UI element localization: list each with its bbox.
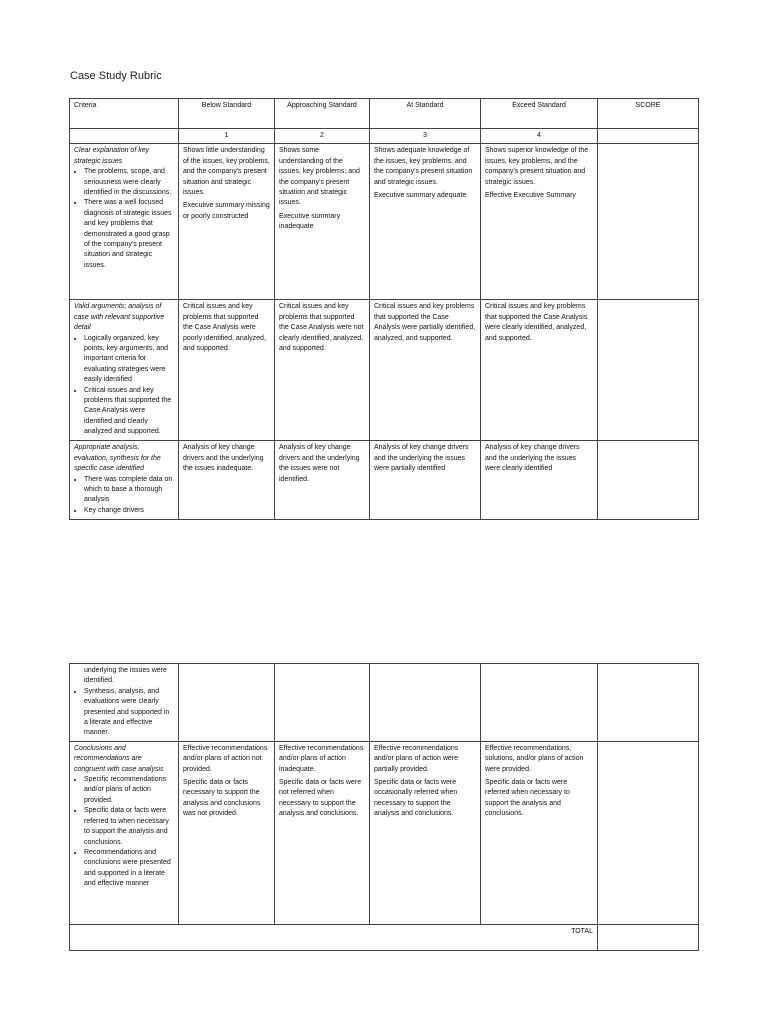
- criterion-bullet: • Logically organized, key points, key arguments, and important criteria for evaluating strategies were easily identified: [84, 334, 174, 386]
- rubric-table: [69, 98, 699, 520]
- criteria-cell: [70, 300, 179, 441]
- level-cell: [370, 664, 481, 742]
- descriptor-text: Analysis of key change drivers and the underlying the issues were not identified.: [279, 444, 360, 483]
- descriptor-text: Effective recommendations and/or plans of action inadequate.: [279, 744, 364, 773]
- criterion-title: Clear explanation of key strategic issues: [74, 147, 150, 165]
- criteria-cell: [70, 144, 179, 300]
- level-cell: [275, 300, 370, 441]
- criterion-title: Valid arguments; analysis of case with relevant supportive detail: [74, 303, 165, 332]
- level-cell: [179, 441, 275, 520]
- level-cell: [370, 300, 481, 441]
- rubric-table-continued: [69, 663, 699, 951]
- table-row: [70, 741, 699, 924]
- criterion-bullets: [74, 475, 174, 517]
- criterion-bullets: [74, 687, 174, 739]
- descriptor-text: Effective recommendations, solutions, and/or plans of action were provided.: [485, 744, 584, 773]
- descriptor-text: Critical issues and key problems that supported the Case Analysis were partially identified, analyzed, and supported.: [374, 303, 476, 342]
- document-title: Case Study Rubric: [70, 70, 162, 82]
- criteria-cell: [70, 741, 179, 924]
- score-cell[interactable]: [598, 144, 699, 300]
- score-header: SCORE: [598, 99, 699, 129]
- total-score-cell[interactable]: [598, 924, 699, 950]
- criterion-title: Conclusions and recommendations are congruent with case analysis: [74, 744, 164, 773]
- descriptor-text: Effective recommendations and/or plans of action not provided.: [183, 744, 268, 773]
- level-cell: [179, 664, 275, 742]
- score-cell[interactable]: [598, 741, 699, 924]
- criterion-bullet: • There was complete data on which to base a thorough analysis: [84, 475, 174, 506]
- criterion-bullet: • Specific recommendations and/or plans of action provided.: [84, 775, 174, 806]
- descriptor-text: Executive summary inadequate: [279, 212, 341, 231]
- descriptor-text: Specific data or facts necessary to support the analysis and conclusions was not provided.: [183, 779, 261, 818]
- level-cell: [179, 144, 275, 300]
- descriptor-text: Critical issues and key problems that supported the Case Analysis were not clearly identified, analyzed, and supported.: [279, 303, 364, 353]
- level-cell: [481, 741, 598, 924]
- score-cell[interactable]: [598, 300, 699, 441]
- total-label: TOTAL: [70, 924, 598, 950]
- criterion-bullets: [74, 334, 174, 438]
- criteria-cell: [70, 441, 179, 520]
- criterion-bullet-continued: underlying the issues were identified.: [84, 667, 167, 685]
- descriptor-text: Analysis of key change drivers and the underlying the issues were clearly identified: [485, 444, 580, 473]
- scale-score-cell: [598, 129, 699, 144]
- criterion-bullet: • Synthesis, analysis, and evaluations were clearly presented and supported in a literate and effective manner.: [84, 687, 174, 739]
- scale-empty-cell: [70, 129, 179, 144]
- exceed-standard-header: Exceed Standard: [481, 99, 598, 129]
- level-cell: [370, 144, 481, 300]
- at-standard-header: At Standard: [370, 99, 481, 129]
- level-cell: [275, 441, 370, 520]
- below-standard-header: Below Standard: [179, 99, 275, 129]
- criteria-cell: [70, 664, 179, 742]
- score-cell[interactable]: [598, 441, 699, 520]
- level-cell: [179, 300, 275, 441]
- descriptor-text: Shows adequate knowledge of the issues, key problems, and the company's present situation and strategic issues.: [374, 147, 473, 186]
- table-row: [70, 441, 699, 520]
- criterion-bullet: • Recommendations and conclusions were presented and supported in a literate and effective manner: [84, 848, 174, 890]
- level-cell: [481, 300, 598, 441]
- total-row: [70, 924, 699, 950]
- level-cell: [275, 144, 370, 300]
- criterion-bullets: [74, 167, 174, 271]
- descriptor-text: Shows superior knowledge of the issues, key problems, and the company's present situation and strategic issues.: [485, 147, 589, 186]
- level-cell: [370, 741, 481, 924]
- table-row: [70, 144, 699, 300]
- descriptor-text: Shows little understanding of the issues, key problems, and the company's present situation and strategic issues.: [183, 147, 270, 197]
- scale-4: 4: [481, 129, 598, 144]
- level-cell: [179, 741, 275, 924]
- descriptor-text: Critical issues and key problems that supported the Case Analysis were clearly identified, analyzed, and supported.: [485, 303, 588, 342]
- criterion-bullets: [74, 666, 174, 687]
- descriptor-text: Executive summary missing or poorly constructed: [183, 202, 270, 220]
- scale-3: 3: [370, 129, 481, 144]
- scale-2: 2: [275, 129, 370, 144]
- criterion-bullet: • Key change drivers: [84, 506, 174, 516]
- descriptor-text: Effective Executive Summary: [485, 192, 576, 200]
- criterion-bullet: • Critical issues and key problems that supported the Case Analysis were identified and clearly analyzed and supported.: [84, 386, 174, 438]
- criteria-header: Criteria: [70, 99, 179, 129]
- table-row: [70, 300, 699, 441]
- criterion-bullets: [74, 775, 174, 889]
- descriptor-text: Effective recommendations and/or plans of action were partially provided.: [374, 744, 459, 773]
- descriptor-text: Critical issues and key problems that supported the Case Analysis were poorly identified, analyzed, and supported.: [183, 303, 266, 353]
- descriptor-text: Analysis of key change drivers and the underlying the issues were partially identified: [374, 444, 469, 473]
- header-row: [70, 99, 699, 129]
- scale-1: 1: [179, 129, 275, 144]
- level-cell: [481, 664, 598, 742]
- score-cell[interactable]: [598, 664, 699, 742]
- scale-row: [70, 129, 699, 144]
- level-cell: [481, 441, 598, 520]
- criterion-title: Appropriate analysis, evaluation, synthesis for the specific case identified: [74, 444, 161, 473]
- descriptor-text: Analysis of key change drivers and the underlying the issues inadequate.: [183, 444, 264, 473]
- criterion-bullet: • The problems, scope, and seriousness were clearly identified in the discussions.: [84, 167, 174, 198]
- criterion-bullet: • Specific data or facts were referred to when necessary to support the analysis and conclusions.: [84, 806, 174, 848]
- level-cell: [481, 144, 598, 300]
- table-row: [70, 664, 699, 742]
- approaching-standard-header: Approaching Standard: [275, 99, 370, 129]
- level-cell: [275, 741, 370, 924]
- descriptor-text: Specific data or facts were not referred when necessary to support the analysis and conclusions.: [279, 779, 362, 818]
- descriptor-text: Specific data or facts were referred when necessary to support the analysis and conclusions.: [485, 779, 570, 818]
- descriptor-text: Shows some understanding of the issues, key problems, and the company's present situation and strategic issues.: [279, 147, 360, 207]
- level-cell: [370, 441, 481, 520]
- descriptor-text: Executive summary adequate: [374, 192, 467, 200]
- criterion-bullet: • There was a well focused diagnosis of strategic issues and key problems that demonstrated a good grasp of the company's present situation and strategic issues.: [84, 198, 174, 271]
- level-cell: [275, 664, 370, 742]
- descriptor-text: Specific data or facts were occasionally referred when necessary to support the analysis and conclusions.: [374, 779, 458, 818]
